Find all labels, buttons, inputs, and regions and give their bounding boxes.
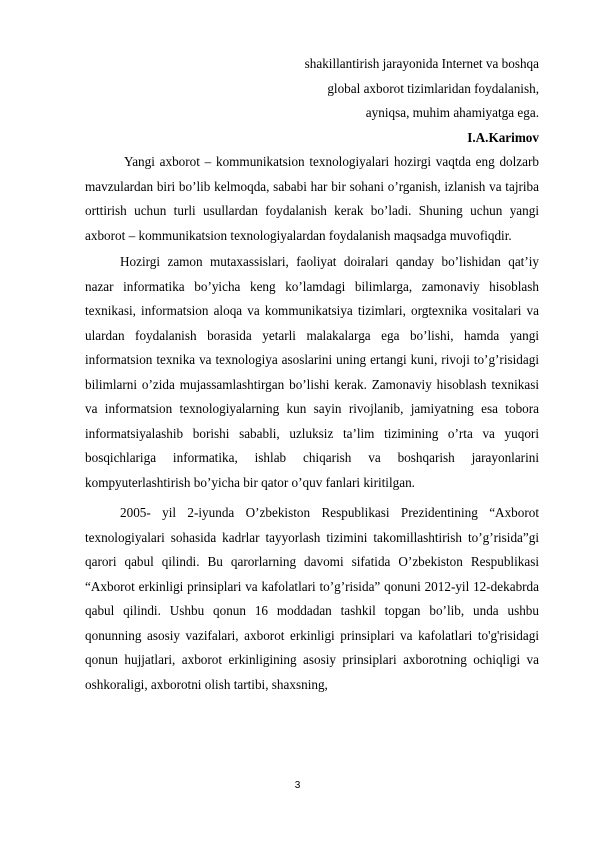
page-number: 3 [294,780,301,791]
epigraph-line-2: global axborot tizimlaridan foydalanish, [327,80,539,96]
epigraph-line-1: shakillantirish jarayonida Internet va boshqa [304,56,539,71]
document-page [85,52,539,697]
epigraph-author: I.A.Karimov [467,129,539,145]
paragraph-1: Yangi axborot – kommunikatsion texnologiyalari hozirgi vaqtda eng dolzarb mavzulardan biri bo’lib kelmoqda, sababi har bir sohani o’rganish, izlanish va tajriba orttirish uchun turli usullardan foydalanish kerak bo’ladi. Shuning uchun yangi axborot – kommunikatsion texnologiyalardan foydalanish maqsadga muvofiqdir. [85,154,539,243]
paragraph-2: Hozirgi zamon mutaxassislari, faoliyat doiralari qanday bo’lishidan qat’iy nazar informatika bo’yicha keng ko’lamdagi bilimlarga, zamonaviy hisoblash texnikasi, informatsion aloqa va kommunikatsiya tizimlari, orgtexnika vositalari va ulardan foydalanish borasida yetarli malakalarga ega bo’lishi, hamda yangi informatsion texnika va texnologiya asoslarini uning ertangi kuni, rivoji to’g’risidagi bilimlarni o’zida mujassamlashtirgan bo’lishi kerak. Zamonaviy hisoblash texnikasi va informatsion texnologiyalarning kun sayin rivojlanib, jamiyatning esa tobora informatsiyalashib borishi sababli, uzluksiz ta’lim tizimining o’rta va yuqori bosqichlariga informatika, ishlab chiqarish va boshqarish jarayonlarini kompyuterlashtirish bo’yicha bir qator o’quv fanlari kiritilgan. [85,254,539,490]
paragraph-3: 2005- yil 2-iyunda O’zbekiston Respublikasi Prezidentining “Axborot texnologiyalari sohasida kadrlar tayyorlash tizimini takomillashtirish to’g’risida”gi qarori qabul qilindi. Bu qarorlarning davomi sifatida O’zbekiston Respublikasi “Axborot erkinligi prinsiplari va kafolatlari to’g’risida” qonuni 2012-yil 12-dekabrda qabul qilindi. Ushbu qonun 16 moddadan tashkil topgan bo’lib, unda ushbu qonunning asosiy vazifalari, axborot erkinligi prinsiplari va kafolatlari to'g'risidagi qonun hujjatlari, axborot erkinligining asosiy prinsiplari axborotning ochiqligi va oshkoraligi, axborotni olish tartibi, shaxsning, [85,505,539,692]
epigraph-line-3: ayniqsa, muhim ahamiyatga ega. [365,105,539,120]
